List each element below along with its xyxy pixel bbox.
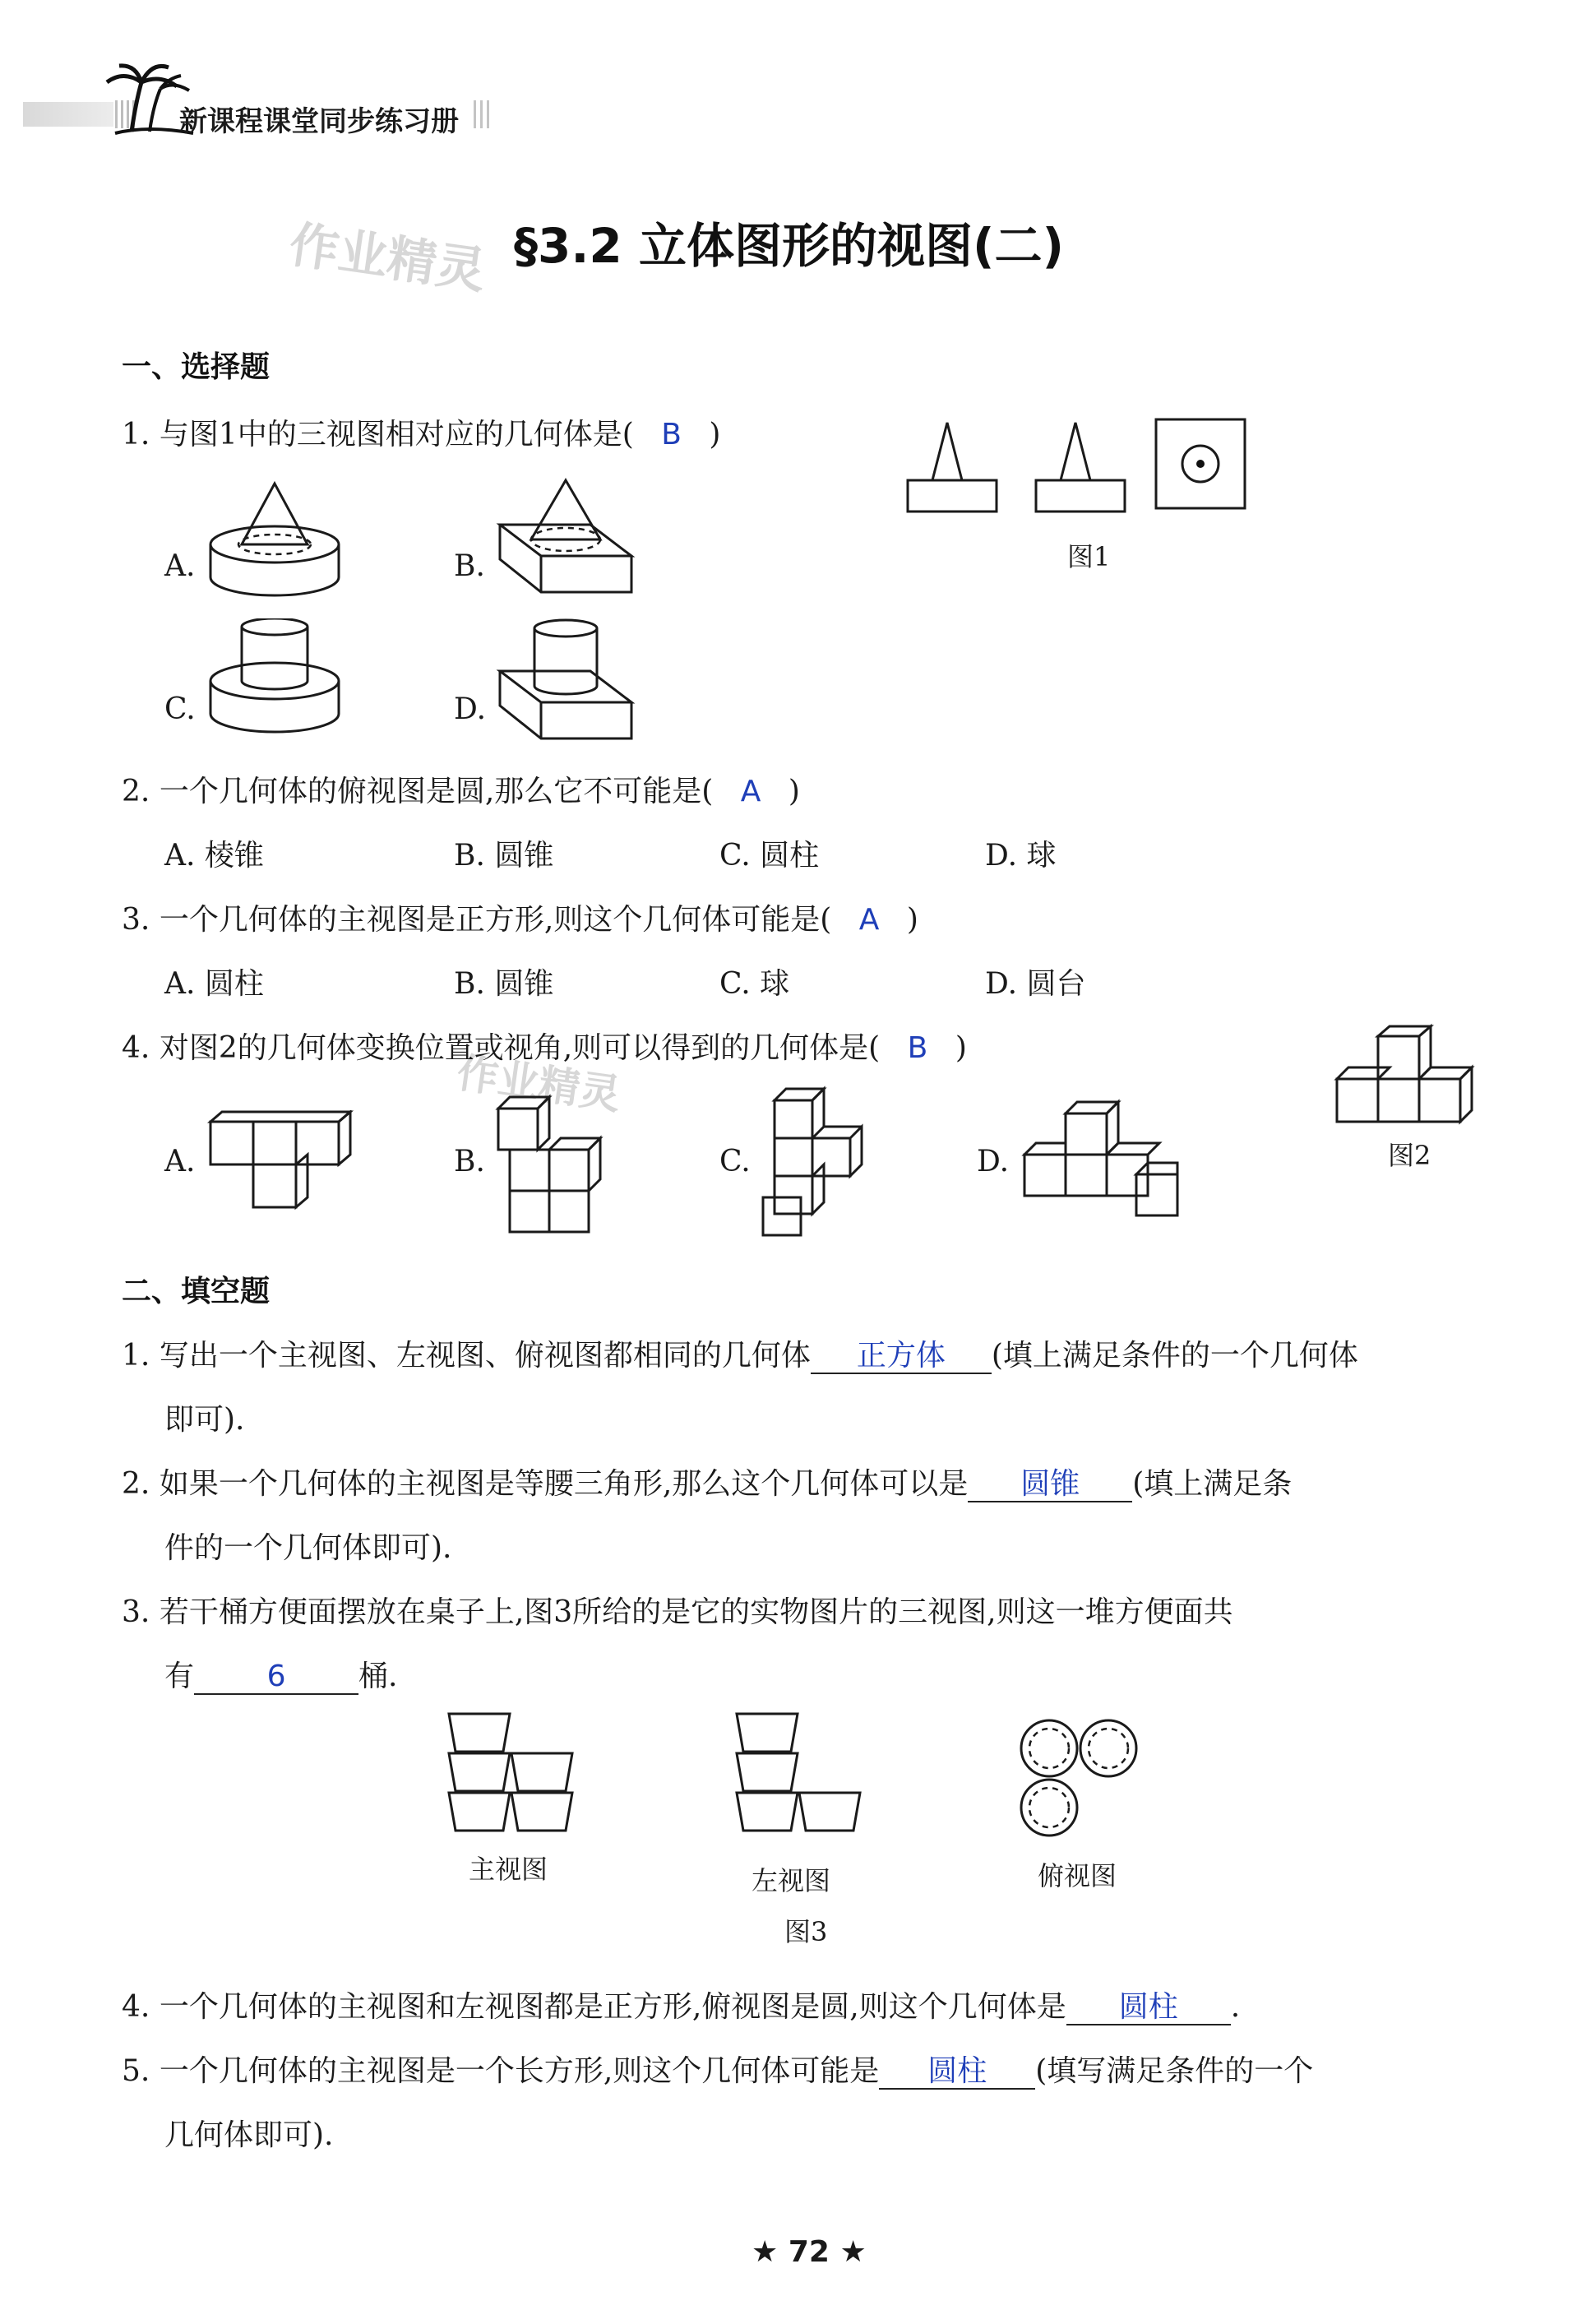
q1-option-d-label: D. xyxy=(454,692,487,726)
figure-1-left-view xyxy=(1036,423,1125,512)
q1-option-b-label: B. xyxy=(454,549,485,583)
watermark-2: 作业精灵 xyxy=(454,1049,624,1119)
star-icon: ★ xyxy=(839,2235,867,2269)
section-heading-fill: 二、填空题 xyxy=(122,1275,271,1308)
question-text: 有 xyxy=(164,1660,195,1693)
question-number: 3. xyxy=(122,903,150,937)
q4-option-c-label: C. xyxy=(719,1145,751,1178)
q4-option-a-figure xyxy=(206,1110,370,1217)
question-text: 若干桶方便面摆放在桌子上,图3所给的是它的实物图片的三视图,则这一堆方便面共 xyxy=(159,1595,1233,1629)
figure-3-front-caption: 主视图 xyxy=(469,1854,548,1885)
question-number: 1. xyxy=(122,1339,150,1373)
q4-option-d-figure xyxy=(1020,1094,1184,1225)
watermark: 作业精灵 xyxy=(285,215,490,301)
q3-option-d: D. 圆台 xyxy=(985,967,1086,1001)
q2-option-c: C. 圆柱 xyxy=(719,839,820,873)
question-number: 4. xyxy=(122,1990,150,2024)
figure-3-front-view xyxy=(444,1711,592,1859)
figure-1-three-views xyxy=(901,416,1255,523)
fill-question-5-line2: 几何体即可). xyxy=(164,2118,334,2152)
q1-option-a-label: A. xyxy=(164,549,196,583)
question-text: 一个几何体的主视图和左视图都是正方形,俯视图是圆,则这个几何体是 xyxy=(159,1990,1066,2024)
q2-option-b: B. 圆锥 xyxy=(454,839,554,873)
question-number: 4. xyxy=(122,1031,150,1065)
q1-option-b-figure xyxy=(493,477,637,600)
figure-3-caption: 图3 xyxy=(784,1916,828,1947)
paren-close: ) xyxy=(906,903,918,937)
page-number xyxy=(752,2235,867,2269)
question-3 xyxy=(122,896,918,938)
question-4 xyxy=(122,1025,967,1067)
question-text: 一个几何体的俯视图是圆,那么它不可能是( xyxy=(159,775,714,808)
question-number: 5. xyxy=(122,2054,150,2088)
answer: A xyxy=(740,775,761,808)
question-text-after: 桶. xyxy=(358,1660,398,1693)
answer: A xyxy=(858,903,880,937)
question-number: 1. xyxy=(122,418,150,451)
answer-blank: 6 xyxy=(266,1660,286,1693)
q3-option-c: C. 球 xyxy=(719,967,790,1001)
fill-question-2 xyxy=(122,1461,1292,1502)
page-number-value: 72 xyxy=(788,2235,830,2269)
fill-question-2-line2: 件的一个几何体即可). xyxy=(164,1531,452,1565)
figure-3-top-view xyxy=(1018,1717,1149,1840)
q4-option-b-label: B. xyxy=(454,1145,485,1178)
q4-option-d-label: D. xyxy=(977,1145,1010,1178)
figure-1-caption: 图1 xyxy=(1067,541,1111,572)
answer: B xyxy=(661,418,682,451)
question-text-after: . xyxy=(1230,1990,1241,2024)
question-text: 对图2的几何体变换位置或视角,则可以得到的几何体是( xyxy=(159,1031,881,1065)
question-text-after: (填上满足条件的一个几何体 xyxy=(991,1339,1358,1373)
fill-question-1 xyxy=(122,1332,1358,1374)
fill-question-1-line2: 即可). xyxy=(164,1403,245,1437)
paren-close: ) xyxy=(955,1031,967,1065)
header-stripes-right xyxy=(474,100,493,128)
question-text-after: (填上满足条 xyxy=(1132,1467,1293,1501)
q1-option-c-label: C. xyxy=(164,692,196,726)
fill-question-5 xyxy=(122,2048,1313,2090)
page-title: §3.2 立体图形的视图(二) xyxy=(514,218,1064,274)
figure-3-left-caption: 左视图 xyxy=(752,1865,831,1896)
q3-option-a: A. 圆柱 xyxy=(164,967,264,1001)
figure-2-cubes xyxy=(1332,1023,1488,1130)
q2-option-a: A. 棱锥 xyxy=(164,839,264,873)
question-2 xyxy=(122,768,800,810)
question-1 xyxy=(122,411,720,453)
question-text: 与图1中的三视图相对应的几何体是( xyxy=(159,418,634,451)
answer: B xyxy=(907,1031,928,1065)
q4-option-b-figure xyxy=(493,1090,613,1238)
q1-option-a-figure xyxy=(206,480,345,604)
answer-blank: 圆柱 xyxy=(927,2054,987,2088)
question-text: 写出一个主视图、左视图、俯视图都相同的几何体 xyxy=(159,1339,811,1373)
q2-option-d: D. 球 xyxy=(985,839,1057,873)
question-number: 2. xyxy=(122,775,150,808)
fill-question-3-line2 xyxy=(164,1653,397,1695)
book-title: 新课程课堂同步练习册 xyxy=(179,105,459,138)
figure-1-top-view xyxy=(1156,419,1245,508)
question-text: 一个几何体的主视图是一个长方形,则这个几何体可能是 xyxy=(159,2054,880,2088)
fill-question-4 xyxy=(122,1984,1240,2025)
q1-option-c-figure xyxy=(206,618,345,742)
star-icon: ★ xyxy=(752,2235,779,2269)
q4-option-c-figure xyxy=(758,1082,877,1238)
figure-3-left-view xyxy=(732,1711,880,1859)
question-text-after: (填写满足条件的一个 xyxy=(1035,2054,1314,2088)
figure-1-front-view xyxy=(908,423,997,512)
question-text: 一个几何体的主视图是正方形,则这个几何体可能是( xyxy=(159,903,832,937)
section-heading-choice: 一、选择题 xyxy=(122,350,271,384)
figure-2-caption: 图2 xyxy=(1388,1140,1431,1171)
answer-blank: 圆锥 xyxy=(1020,1467,1080,1501)
question-text: 如果一个几何体的主视图是等腰三角形,那么这个几何体可以是 xyxy=(159,1467,969,1501)
paren-close: ) xyxy=(788,775,800,808)
question-number: 2. xyxy=(122,1467,150,1501)
q1-option-d-figure xyxy=(493,618,637,742)
answer-blank: 圆柱 xyxy=(1118,1990,1178,2024)
figure-3-top-caption: 俯视图 xyxy=(1038,1860,1117,1891)
answer-blank: 正方体 xyxy=(856,1339,946,1373)
question-number: 3. xyxy=(122,1595,150,1629)
fill-question-3 xyxy=(122,1589,1233,1631)
paren-close: ) xyxy=(709,418,721,451)
q3-option-b: B. 圆锥 xyxy=(454,967,554,1001)
q4-option-a-label: A. xyxy=(164,1145,196,1178)
